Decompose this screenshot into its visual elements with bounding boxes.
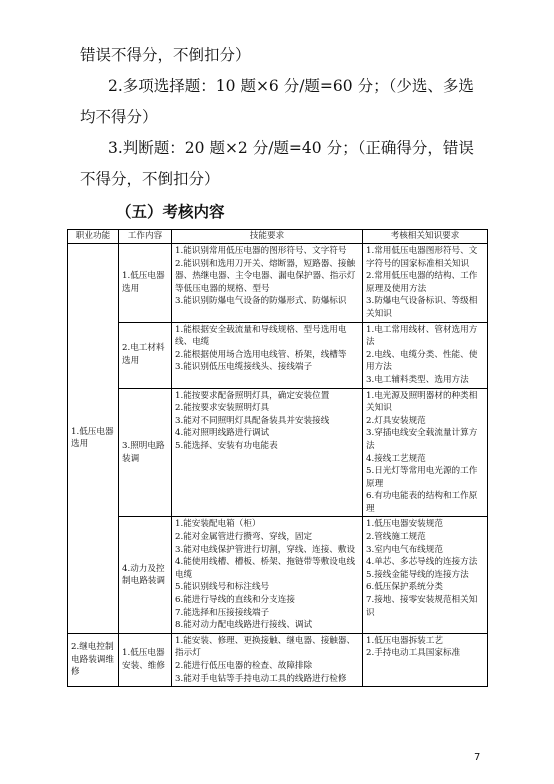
header-function: 职业功能 <box>68 230 119 244</box>
knowledge-item: 6.低压保护系统分类 <box>366 582 443 593</box>
skills-item: 4.能使用线槽、槽板、桥架、拖链带等敷设电线电缆 <box>175 557 356 580</box>
skills-item: 2.能识别和选用刀开关、熔断器，短路器、接触器、热继电器、主令电器、漏电保护器、指示灯等低压电器的规格、型号 <box>175 258 356 294</box>
paragraph-1 <box>80 40 488 71</box>
knowledge-item: 4.单芯、多芯导线的连接方法 <box>366 557 478 568</box>
knowledge-item: 3.电工辅料类型、选用方法 <box>366 374 469 385</box>
cell-content: 1.低压电器安装、维修 <box>119 633 172 686</box>
cell-skills <box>172 633 363 686</box>
paragraph-2-text: 2.多项选择题：10 题×6 分/题=60 分；（少选、多选均不得分） <box>80 77 474 126</box>
paragraph-3 <box>80 133 488 195</box>
cell-function: 2.继电控制电路装调维修 <box>68 633 119 686</box>
skills-item: 4.能对照明线路进行调试 <box>175 428 270 439</box>
knowledge-item: 3.室内电气布线规范 <box>366 544 443 555</box>
cell-knowledge <box>363 322 488 388</box>
skills-item: 2.能进行低压电器的检查、故障排除 <box>175 661 313 671</box>
skills-item: 3.能对手电钻等手持电动工具的线路进行检修 <box>175 673 347 684</box>
knowledge-item: 1.常用低压电器图形符号、文字符号的国家标准相关知识 <box>366 246 478 269</box>
knowledge-item: 7.接地、接零安装规范相关知识 <box>366 595 478 618</box>
assessment-table <box>67 229 488 687</box>
knowledge-item: 4.接线工艺规范 <box>366 453 426 464</box>
skills-item: 7.能选择和压接接线端子 <box>175 607 270 618</box>
skills-item: 5.能识别线号和标注线号 <box>175 582 270 593</box>
paragraph-1-text: 错误不得分，不倒扣分） <box>80 46 251 64</box>
skills-item: 3.能识别防爆电气设备的防爆形式、防爆标识 <box>175 296 347 307</box>
skills-item: 1.能识别常用低压电器的图形符号、文字符号 <box>175 246 347 256</box>
cell-skills <box>172 322 363 388</box>
cell-knowledge <box>363 388 488 517</box>
cell-skills <box>172 517 363 633</box>
knowledge-item: 2.灯具安装规范 <box>366 415 426 426</box>
table-row <box>68 322 488 388</box>
knowledge-item: 3.穿插电线安全载流量计算方法 <box>366 428 478 451</box>
skills-item: 1.能按要求配备照明灯具，确定安装位置 <box>175 390 330 401</box>
cell-knowledge <box>363 633 488 686</box>
skills-item: 2.能按要求安装照明灯具 <box>175 403 270 414</box>
header-knowledge: 考核相关知识要求 <box>363 230 488 244</box>
table-row <box>68 633 488 686</box>
knowledge-item: 2.常用低压电器的结构、工作原理及使用方法 <box>366 271 478 294</box>
page-number: 7 <box>474 752 481 763</box>
paragraph-3-text: 3.判断题：20 题×2 分/题=40 分；（正确得分，错误不得分，不倒扣分） <box>80 139 474 188</box>
cell-content: 3.照明电路装调 <box>119 388 172 517</box>
header-content: 工作内容 <box>119 230 172 244</box>
skills-item: 1.能安装配电箱（柜） <box>175 519 261 530</box>
table-row <box>68 388 488 517</box>
knowledge-item: 5.接线金能导线的连接方法 <box>366 569 469 580</box>
skills-item: 3.能对不同照明灯具配备装具并安装接线 <box>175 415 330 426</box>
skills-item: 1.能根据安全载流量和导线规格、型号选用电线、电缆 <box>175 324 347 348</box>
skills-item: 2.能对金属管进行攒弯、穿线，固定 <box>175 532 313 543</box>
table-header-row <box>68 230 488 244</box>
knowledge-item: 2.手持电动工具国家标准 <box>366 648 461 659</box>
knowledge-item: 6.有功电能表的结构和工作原理 <box>366 491 478 514</box>
skills-item: 2.能根据使用场合选用电线管、桥架，线槽等 <box>175 349 347 360</box>
knowledge-item: 3.防爆电气设备标识、等级相关知识 <box>366 296 478 319</box>
cell-function: 1.低压电器选用 <box>68 244 119 634</box>
knowledge-item: 1.低压电器安装规范 <box>366 519 443 530</box>
cell-knowledge <box>363 244 488 323</box>
skills-item: 1.能安装、修理、更换接触、继电器、接触器、指示灯 <box>175 635 356 659</box>
knowledge-item: 2.管线施工规范 <box>366 532 426 543</box>
knowledge-item: 5.日光灯等常用电光源的工作原理 <box>366 466 478 489</box>
skills-item: 5.能选择、安装有功电能表 <box>175 440 278 451</box>
cell-skills <box>172 244 363 323</box>
table-row <box>68 244 488 323</box>
knowledge-item: 1.低压电器拆装工艺 <box>366 635 443 646</box>
table-row <box>68 517 488 633</box>
paragraph-2 <box>80 71 488 133</box>
cell-knowledge <box>363 517 488 633</box>
cell-content: 2.电工材料选用 <box>119 322 172 388</box>
cell-skills <box>172 388 363 517</box>
cell-content: 4.动力及控制电路装调 <box>119 517 172 633</box>
skills-item: 3.能对电线保护管进行切割，穿线、连接、敷设 <box>175 544 356 555</box>
header-skills: 技能要求 <box>172 230 363 244</box>
skills-item: 8.能对动力配电线路进行接线、调试 <box>175 620 313 631</box>
table-body <box>68 244 488 687</box>
section-heading: （五）考核内容 <box>116 202 225 221</box>
knowledge-item: 2.电线、电缆分类、性能、使用方法 <box>366 349 478 373</box>
skills-item: 6.能进行导线的直线和分支连接 <box>175 595 295 606</box>
knowledge-item: 1.电工常用线材、管材选用方法 <box>366 324 478 348</box>
cell-content: 1.低压电器选用 <box>119 244 172 323</box>
skills-item: 3.能识别低压电缆接线头、接线端子 <box>175 362 313 373</box>
knowledge-item: 1.电光源及照明器材的种类相关知识 <box>366 390 478 414</box>
